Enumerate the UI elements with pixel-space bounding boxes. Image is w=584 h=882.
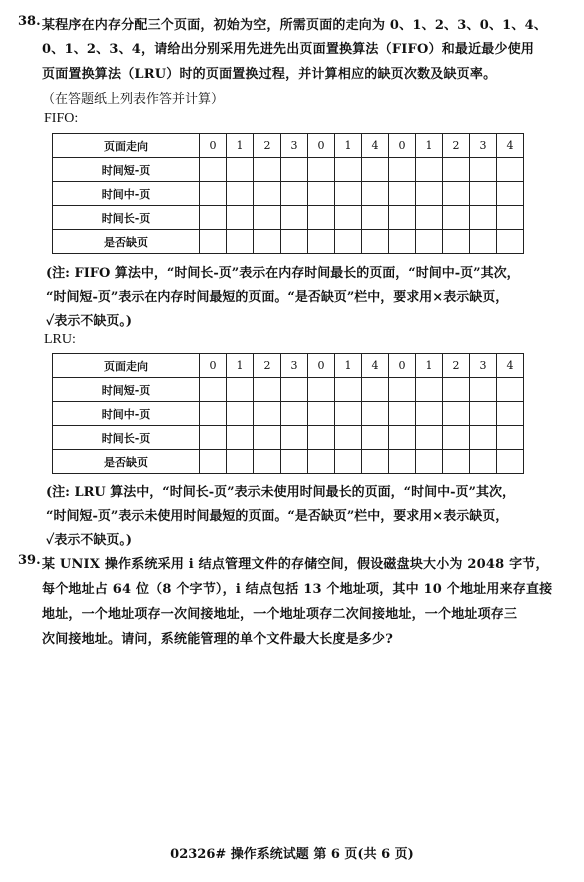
lru-row-header: 时间中-页 (53, 402, 200, 426)
fifo-row (53, 206, 524, 230)
lru-sequence-cell: 1 (416, 354, 443, 378)
lru-answer-cell (497, 402, 524, 426)
fifo-answer-cell (470, 230, 497, 254)
fifo-row-header: 页面走向 (53, 134, 200, 158)
fifo-answer-cell (362, 206, 389, 230)
lru-row (53, 378, 524, 402)
lru-table (52, 353, 524, 474)
lru-note-line-3: ✓表示不缺页。) (46, 533, 133, 548)
lru-answer-cell (443, 450, 470, 474)
lru-answer-cell (470, 378, 497, 402)
fifo-answer-cell (254, 182, 281, 206)
fifo-sequence-cell: 3 (281, 134, 308, 158)
lru-sequence-cell: 4 (497, 354, 524, 378)
fifo-answer-cell (281, 206, 308, 230)
lru-note-line-2: “时间短-页”表示未使用时间最短的页面。“是否缺页”栏中，要求用×表示缺页， (46, 509, 509, 524)
q39-line-4: 次间接地址。请问，系统能管理的单个文件最大长度是多少? (42, 632, 394, 647)
fifo-answer-cell (497, 230, 524, 254)
fifo-answer-cell (497, 182, 524, 206)
lru-answer-cell (362, 426, 389, 450)
fifo-answer-cell (362, 230, 389, 254)
fifo-row-header: 是否缺页 (53, 230, 200, 254)
lru-sequence-cell: 0 (308, 354, 335, 378)
lru-answer-cell (389, 378, 416, 402)
lru-answer-cell (227, 426, 254, 450)
lru-row-header: 是否缺页 (53, 450, 200, 474)
fifo-answer-cell (389, 182, 416, 206)
lru-answer-cell (308, 426, 335, 450)
lru-answer-cell (416, 378, 443, 402)
fifo-row (53, 158, 524, 182)
fifo-answer-cell (416, 230, 443, 254)
lru-answer-cell (470, 450, 497, 474)
fifo-sequence-cell: 3 (470, 134, 497, 158)
fifo-answer-cell (443, 230, 470, 254)
lru-row (53, 450, 524, 474)
fifo-row-header: 时间中-页 (53, 182, 200, 206)
lru-sequence-cell: 3 (281, 354, 308, 378)
lru-sequence-cell: 1 (335, 354, 362, 378)
fifo-sequence-cell: 1 (416, 134, 443, 158)
fifo-sequence-cell: 0 (200, 134, 227, 158)
fifo-answer-cell (200, 206, 227, 230)
q38-line-2: 0、1、2、3、4，请给出分别采用先进先出页面置换算法（FIFO）和最近最少使用 (42, 42, 535, 57)
lru-answer-cell (443, 426, 470, 450)
lru-answer-cell (443, 378, 470, 402)
fifo-answer-cell (281, 230, 308, 254)
fifo-answer-cell (254, 158, 281, 182)
fifo-answer-cell (308, 158, 335, 182)
lru-answer-cell (497, 378, 524, 402)
lru-answer-cell (200, 378, 227, 402)
lru-answer-cell (362, 378, 389, 402)
fifo-label: FIFO: (44, 111, 79, 126)
fifo-note-line-2: “时间短-页”表示在内存时间最短的页面。“是否缺页”栏中，要求用×表示缺页， (46, 290, 509, 305)
fifo-answer-cell (470, 182, 497, 206)
fifo-answer-cell (281, 158, 308, 182)
fifo-note-line-1: (注: FIFO 算法中，“时间长-页”表示在内存时间最长的页面，“时间中-页”其次， (46, 266, 520, 281)
fifo-answer-cell (443, 158, 470, 182)
lru-answer-cell (335, 426, 362, 450)
fifo-answer-cell (227, 206, 254, 230)
fifo-sequence-cell: 0 (389, 134, 416, 158)
fifo-sequence-cell: 0 (308, 134, 335, 158)
lru-sequence-cell: 0 (389, 354, 416, 378)
fifo-answer-cell (254, 230, 281, 254)
lru-answer-cell (281, 450, 308, 474)
lru-sequence-cell: 4 (362, 354, 389, 378)
fifo-sequence-cell: 4 (362, 134, 389, 158)
lru-row-header: 页面走向 (53, 354, 200, 378)
fifo-sequence-cell: 2 (254, 134, 281, 158)
fifo-answer-cell (335, 182, 362, 206)
lru-answer-cell (416, 402, 443, 426)
fifo-answer-cell (389, 158, 416, 182)
lru-answer-cell (389, 450, 416, 474)
fifo-row (53, 134, 524, 158)
fifo-answer-cell (254, 206, 281, 230)
fifo-row (53, 182, 524, 206)
lru-sequence-cell: 3 (470, 354, 497, 378)
fifo-answer-cell (416, 158, 443, 182)
q38-line-1: 某程序在内存分配三个页面，初始为空，所需页面的走向为 0、1、2、3、0、1、4、 (42, 18, 548, 33)
fifo-answer-cell (308, 206, 335, 230)
lru-answer-cell (470, 402, 497, 426)
q39-line-3: 地址，一个地址项存一次间接地址，一个地址项存二次间接地址，一个地址项存三 (42, 607, 518, 622)
fifo-answer-cell (227, 230, 254, 254)
fifo-answer-cell (200, 230, 227, 254)
fifo-answer-cell (497, 206, 524, 230)
fifo-row (53, 230, 524, 254)
q38-number: 38. (18, 14, 41, 29)
fifo-answer-cell (362, 182, 389, 206)
fifo-answer-cell (416, 206, 443, 230)
lru-answer-cell (362, 402, 389, 426)
fifo-table (52, 133, 524, 254)
fifo-answer-cell (389, 206, 416, 230)
fifo-answer-cell (470, 206, 497, 230)
lru-note-line-1: (注: LRU 算法中，“时间长-页”表示未使用时间最长的页面，“时间中-页”其次， (46, 485, 515, 500)
lru-answer-cell (254, 402, 281, 426)
q39-line-2: 每个地址占 64 位（8 个字节），i 结点包括 13 个地址项，其中 10 个地址用来存直接 (42, 582, 553, 597)
fifo-note-line-3: ✓表示不缺页。) (46, 314, 133, 329)
lru-sequence-cell: 1 (227, 354, 254, 378)
fifo-row-header: 时间长-页 (53, 206, 200, 230)
fifo-answer-cell (227, 158, 254, 182)
lru-row (53, 426, 524, 450)
lru-sequence-cell: 2 (254, 354, 281, 378)
lru-answer-cell (335, 402, 362, 426)
fifo-sequence-cell: 1 (335, 134, 362, 158)
lru-answer-cell (335, 378, 362, 402)
lru-answer-cell (362, 450, 389, 474)
lru-answer-cell (443, 402, 470, 426)
q39-number: 39. (18, 553, 41, 568)
lru-label: LRU: (44, 332, 76, 347)
lru-answer-cell (227, 450, 254, 474)
fifo-answer-cell (362, 158, 389, 182)
lru-answer-cell (497, 426, 524, 450)
fifo-sequence-cell: 4 (497, 134, 524, 158)
lru-answer-cell (200, 450, 227, 474)
lru-answer-cell (308, 402, 335, 426)
fifo-answer-cell (497, 158, 524, 182)
fifo-answer-cell (335, 158, 362, 182)
lru-sequence-cell: 0 (200, 354, 227, 378)
lru-answer-cell (254, 450, 281, 474)
fifo-answer-cell (443, 206, 470, 230)
lru-answer-cell (416, 450, 443, 474)
lru-answer-cell (335, 450, 362, 474)
fifo-answer-cell (335, 230, 362, 254)
lru-answer-cell (389, 402, 416, 426)
lru-answer-cell (254, 426, 281, 450)
fifo-sequence-cell: 1 (227, 134, 254, 158)
lru-answer-cell (227, 378, 254, 402)
lru-answer-cell (470, 426, 497, 450)
fifo-answer-cell (470, 158, 497, 182)
lru-row-header: 时间长-页 (53, 426, 200, 450)
lru-answer-cell (308, 450, 335, 474)
q38-line-3: 页面置换算法（LRU）时的页面置换过程，并计算相应的缺页次数及缺页率。 (42, 67, 497, 82)
lru-answer-cell (200, 426, 227, 450)
lru-answer-cell (389, 426, 416, 450)
lru-sequence-cell: 2 (443, 354, 470, 378)
lru-answer-cell (416, 426, 443, 450)
fifo-sequence-cell: 2 (443, 134, 470, 158)
lru-answer-cell (281, 426, 308, 450)
lru-answer-cell (227, 402, 254, 426)
fifo-answer-cell (443, 182, 470, 206)
fifo-answer-cell (416, 182, 443, 206)
lru-answer-cell (308, 378, 335, 402)
lru-row-header: 时间短-页 (53, 378, 200, 402)
fifo-answer-cell (200, 158, 227, 182)
q39-line-1: 某 UNIX 操作系统采用 i 结点管理文件的存储空间，假设磁盘块大小为 2048 字节， (42, 557, 549, 572)
fifo-answer-cell (308, 182, 335, 206)
lru-row (53, 354, 524, 378)
lru-answer-cell (281, 402, 308, 426)
q38-instruction: （在答题纸上列表作答并计算） (42, 92, 225, 107)
lru-answer-cell (497, 450, 524, 474)
lru-answer-cell (200, 402, 227, 426)
fifo-answer-cell (227, 182, 254, 206)
lru-answer-cell (254, 378, 281, 402)
fifo-answer-cell (200, 182, 227, 206)
page-footer: 02326# 操作系统试题 第 6 页(共 6 页) (170, 847, 414, 862)
lru-answer-cell (281, 378, 308, 402)
fifo-answer-cell (281, 182, 308, 206)
lru-row (53, 402, 524, 426)
fifo-answer-cell (389, 230, 416, 254)
fifo-row-header: 时间短-页 (53, 158, 200, 182)
fifo-answer-cell (308, 230, 335, 254)
fifo-answer-cell (335, 206, 362, 230)
